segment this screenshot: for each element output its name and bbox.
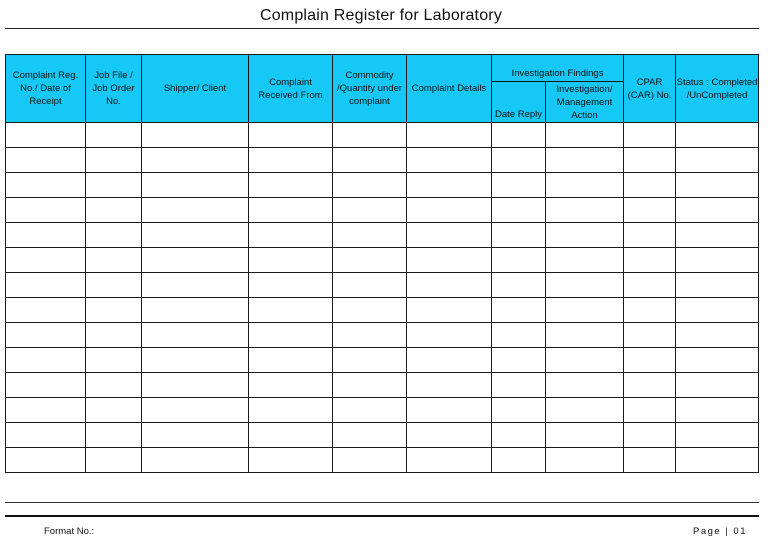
table-cell[interactable] xyxy=(676,273,759,298)
table-cell[interactable] xyxy=(142,298,249,323)
table-cell[interactable] xyxy=(546,348,624,373)
table-cell[interactable] xyxy=(407,448,492,473)
table-cell[interactable] xyxy=(624,423,676,448)
table-cell[interactable] xyxy=(6,323,86,348)
table-cell[interactable] xyxy=(142,123,249,148)
table-cell[interactable] xyxy=(624,223,676,248)
table-cell[interactable] xyxy=(86,148,142,173)
table-cell[interactable] xyxy=(249,123,333,148)
table-cell[interactable] xyxy=(492,173,546,198)
table-cell[interactable] xyxy=(407,398,492,423)
table-cell[interactable] xyxy=(86,248,142,273)
table-cell[interactable] xyxy=(142,423,249,448)
table-cell[interactable] xyxy=(249,273,333,298)
table-cell[interactable] xyxy=(624,398,676,423)
table-cell[interactable] xyxy=(86,198,142,223)
table-cell[interactable] xyxy=(249,248,333,273)
table-cell[interactable] xyxy=(407,223,492,248)
table-cell[interactable] xyxy=(676,198,759,223)
table-cell[interactable] xyxy=(86,123,142,148)
table-cell[interactable] xyxy=(333,248,407,273)
table-cell[interactable] xyxy=(407,123,492,148)
header-commodity: Commodity /Quantity under complaint xyxy=(333,55,407,123)
table-cell[interactable] xyxy=(676,423,759,448)
table-cell[interactable] xyxy=(546,448,624,473)
table-cell[interactable] xyxy=(86,323,142,348)
table-cell[interactable] xyxy=(492,123,546,148)
table-cell[interactable] xyxy=(676,223,759,248)
table-cell[interactable] xyxy=(86,273,142,298)
table-cell[interactable] xyxy=(333,398,407,423)
table-cell[interactable] xyxy=(492,398,546,423)
table-cell[interactable] xyxy=(6,448,86,473)
table-cell[interactable] xyxy=(333,123,407,148)
table-cell[interactable] xyxy=(624,273,676,298)
table-cell[interactable] xyxy=(6,123,86,148)
table-row xyxy=(6,298,759,323)
table-cell[interactable] xyxy=(546,323,624,348)
table-cell[interactable] xyxy=(6,248,86,273)
table-cell[interactable] xyxy=(6,298,86,323)
table-row xyxy=(6,223,759,248)
page-number: Page | 01 xyxy=(692,526,747,537)
table-cell[interactable] xyxy=(676,173,759,198)
table-cell[interactable] xyxy=(333,273,407,298)
table-row xyxy=(6,348,759,373)
title-underline xyxy=(5,28,759,29)
table-row xyxy=(6,448,759,473)
table-cell[interactable] xyxy=(492,323,546,348)
table-cell[interactable] xyxy=(624,198,676,223)
table-cell[interactable] xyxy=(676,348,759,373)
table-cell[interactable] xyxy=(546,198,624,223)
table-row xyxy=(6,173,759,198)
table-cell[interactable] xyxy=(546,223,624,248)
table-cell[interactable] xyxy=(142,223,249,248)
table-row xyxy=(6,198,759,223)
table-cell[interactable] xyxy=(86,373,142,398)
header-investigation-findings: Investigation Findings xyxy=(492,55,624,82)
table-cell[interactable] xyxy=(6,398,86,423)
table-cell[interactable] xyxy=(249,148,333,173)
table-cell[interactable] xyxy=(6,198,86,223)
table-cell[interactable] xyxy=(546,273,624,298)
table-cell[interactable] xyxy=(86,173,142,198)
table-cell[interactable] xyxy=(86,423,142,448)
table-cell[interactable] xyxy=(492,148,546,173)
table-cell[interactable] xyxy=(676,298,759,323)
table-cell[interactable] xyxy=(492,348,546,373)
table-cell[interactable] xyxy=(333,448,407,473)
table-cell[interactable] xyxy=(546,123,624,148)
table-cell[interactable] xyxy=(142,273,249,298)
table-cell[interactable] xyxy=(6,223,86,248)
table-cell[interactable] xyxy=(86,348,142,373)
complaint-register-table xyxy=(5,54,759,473)
table-cell[interactable] xyxy=(676,448,759,473)
table-cell[interactable] xyxy=(407,248,492,273)
table-cell[interactable] xyxy=(142,373,249,398)
table-cell[interactable] xyxy=(249,423,333,448)
table-cell[interactable] xyxy=(333,298,407,323)
table-cell[interactable] xyxy=(407,148,492,173)
table-cell[interactable] xyxy=(407,423,492,448)
table-cell[interactable] xyxy=(6,373,86,398)
table-cell[interactable] xyxy=(333,323,407,348)
table-cell[interactable] xyxy=(546,148,624,173)
table-cell[interactable] xyxy=(333,173,407,198)
header-complaint-details: Complaint Details xyxy=(407,55,492,123)
table-cell[interactable] xyxy=(624,348,676,373)
table-cell[interactable] xyxy=(249,323,333,348)
table-cell[interactable] xyxy=(492,423,546,448)
table-cell[interactable] xyxy=(407,273,492,298)
table-cell[interactable] xyxy=(624,248,676,273)
table-cell[interactable] xyxy=(142,198,249,223)
table-cell[interactable] xyxy=(249,348,333,373)
table-cell[interactable] xyxy=(86,398,142,423)
table-cell[interactable] xyxy=(492,223,546,248)
table-cell[interactable] xyxy=(6,423,86,448)
table-row xyxy=(6,273,759,298)
table-cell[interactable] xyxy=(333,198,407,223)
table-cell[interactable] xyxy=(407,323,492,348)
table-cell[interactable] xyxy=(86,223,142,248)
table-cell[interactable] xyxy=(142,148,249,173)
table-cell[interactable] xyxy=(6,348,86,373)
table-cell[interactable] xyxy=(546,398,624,423)
table-cell[interactable] xyxy=(249,373,333,398)
table-cell[interactable] xyxy=(249,448,333,473)
table-cell[interactable] xyxy=(249,198,333,223)
table-cell[interactable] xyxy=(624,298,676,323)
table-cell[interactable] xyxy=(407,298,492,323)
table-row xyxy=(6,323,759,348)
header-complaint-reg: Complaint Reg. No./ Date of Receipt xyxy=(6,55,86,123)
table-cell[interactable] xyxy=(676,248,759,273)
table-cell[interactable] xyxy=(624,148,676,173)
table-cell[interactable] xyxy=(249,298,333,323)
table-cell[interactable] xyxy=(624,448,676,473)
table-cell[interactable] xyxy=(546,173,624,198)
header-status: Status : Completed /UnCompleted xyxy=(676,55,759,123)
table-cell[interactable] xyxy=(624,323,676,348)
table-cell[interactable] xyxy=(546,248,624,273)
table-row xyxy=(6,123,759,148)
table-cell[interactable] xyxy=(333,423,407,448)
table-cell[interactable] xyxy=(676,123,759,148)
document-title: Complain Register for Laboratory xyxy=(259,7,503,24)
table-body xyxy=(6,123,759,473)
table-cell[interactable] xyxy=(492,448,546,473)
table-row xyxy=(6,373,759,398)
table-cell[interactable] xyxy=(624,173,676,198)
format-number-label: Format No.: xyxy=(44,526,95,537)
table-row xyxy=(6,423,759,448)
table-cell[interactable] xyxy=(142,323,249,348)
table-cell[interactable] xyxy=(333,373,407,398)
header-complaint-received-from: Complaint Received From xyxy=(249,55,333,123)
header-investigation-action: Investigation/ Management Action xyxy=(546,82,624,123)
table-cell[interactable] xyxy=(249,223,333,248)
header-shipper-client: Shipper/ Client xyxy=(142,55,249,123)
table-cell[interactable] xyxy=(492,273,546,298)
table-cell[interactable] xyxy=(676,323,759,348)
table-cell[interactable] xyxy=(624,123,676,148)
table-cell[interactable] xyxy=(86,298,142,323)
table-cell[interactable] xyxy=(6,173,86,198)
table-cell[interactable] xyxy=(142,173,249,198)
footer-divider-thin xyxy=(5,502,759,503)
table-cell[interactable] xyxy=(546,298,624,323)
table-cell[interactable] xyxy=(407,173,492,198)
table-cell[interactable] xyxy=(6,148,86,173)
table-row xyxy=(6,398,759,423)
table-cell[interactable] xyxy=(86,448,142,473)
table-cell[interactable] xyxy=(142,398,249,423)
table-row xyxy=(6,148,759,173)
header-cpar: CPAR (CAR) No. xyxy=(624,55,676,123)
table-cell[interactable] xyxy=(492,373,546,398)
table-cell[interactable] xyxy=(142,248,249,273)
table-cell[interactable] xyxy=(407,198,492,223)
table-cell[interactable] xyxy=(407,373,492,398)
table-cell[interactable] xyxy=(249,173,333,198)
table-cell[interactable] xyxy=(676,398,759,423)
table-cell[interactable] xyxy=(142,448,249,473)
footer-divider-thick xyxy=(5,515,759,517)
table-header xyxy=(6,55,759,123)
table-cell[interactable] xyxy=(624,373,676,398)
table-cell[interactable] xyxy=(333,148,407,173)
header-job-file: Job File / Job Order No. xyxy=(86,55,142,123)
table-cell[interactable] xyxy=(333,223,407,248)
table-cell[interactable] xyxy=(676,373,759,398)
table-cell[interactable] xyxy=(492,248,546,273)
table-cell[interactable] xyxy=(249,398,333,423)
table-row xyxy=(6,248,759,273)
header-date-reply: Date Reply xyxy=(492,82,546,123)
table-cell[interactable] xyxy=(492,298,546,323)
table-cell[interactable] xyxy=(676,148,759,173)
table-cell[interactable] xyxy=(492,198,546,223)
table-cell[interactable] xyxy=(546,423,624,448)
table-cell[interactable] xyxy=(6,273,86,298)
table-cell[interactable] xyxy=(333,348,407,373)
table-cell[interactable] xyxy=(407,348,492,373)
table-cell[interactable] xyxy=(546,373,624,398)
table-cell[interactable] xyxy=(142,348,249,373)
